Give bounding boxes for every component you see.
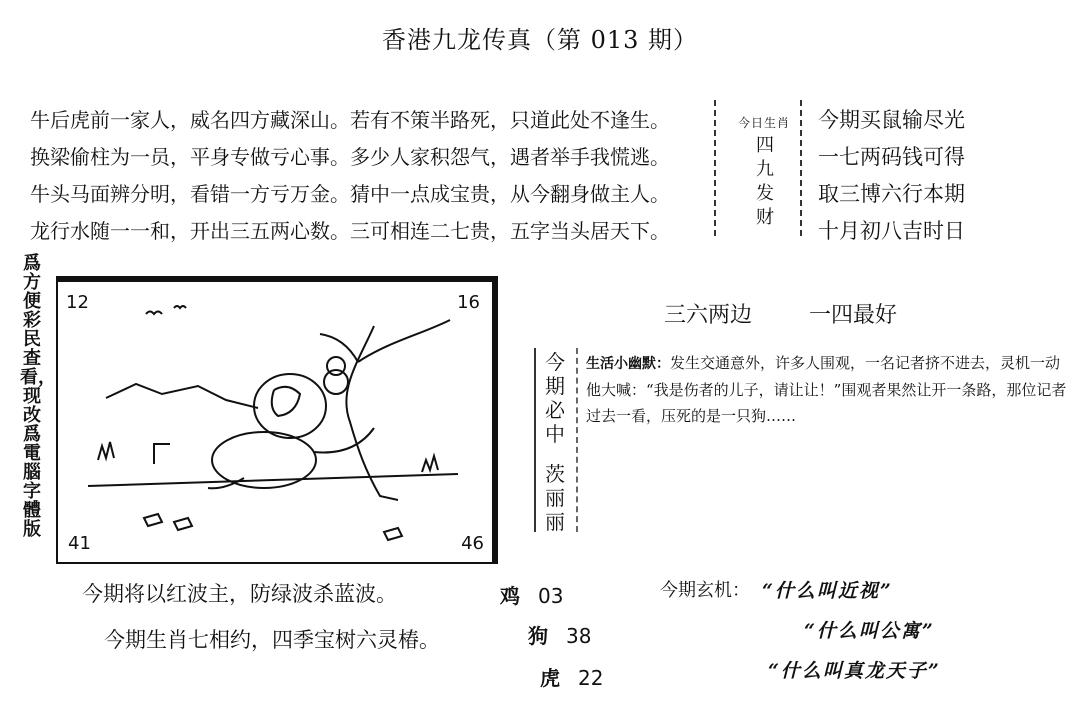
corner-number-bottom-right: 46 bbox=[461, 533, 484, 554]
must-hit-label: 今期必中 bbox=[545, 350, 565, 446]
corner-number-top-right: 16 bbox=[457, 292, 480, 313]
poem-line: 牛头马面辨分明，看错一方亏万金。猜中一点成宝贵，从今翻身做主人。 bbox=[30, 182, 670, 206]
grass-tuft bbox=[422, 456, 438, 472]
zodiac-box-chars bbox=[750, 134, 780, 230]
number-animal: 虎 bbox=[540, 666, 560, 690]
wave-hint: 今期将以红波主，防绿波杀蓝波。 bbox=[82, 582, 397, 606]
joke-block bbox=[586, 350, 1072, 429]
lion-face bbox=[272, 387, 300, 416]
rhyme-block bbox=[818, 102, 965, 250]
bird-icon bbox=[146, 312, 162, 315]
poem-line: 牛后虎前一家人，威名四方藏深山。若有不策半路死，只道此处不逢生。 bbox=[30, 108, 670, 132]
number-value: 03 bbox=[538, 584, 564, 608]
paper-scrap bbox=[174, 518, 192, 530]
page-title: 香港九龙传真（第 013 期） bbox=[381, 26, 699, 54]
paper-scrap bbox=[144, 514, 162, 526]
mystery-line: “什么叫近视” bbox=[762, 580, 893, 602]
cartoon-frame bbox=[56, 276, 498, 564]
paper-scrap bbox=[384, 528, 402, 540]
number-row bbox=[500, 580, 563, 609]
number-row bbox=[528, 620, 591, 649]
must-hit-pick: 茨丽丽 bbox=[545, 462, 565, 534]
tree-trunk bbox=[346, 326, 398, 500]
poem-line: 换梁偷柱为一员，平身专做亏心事。多少人家积怨气，遇者举手我慌逃。 bbox=[30, 145, 670, 169]
rhyme-line: 一七两码钱可得 bbox=[818, 145, 965, 169]
number-row bbox=[540, 662, 603, 691]
zodiac-char: 九 bbox=[756, 159, 774, 180]
zodiac-hint: 今期生肖七相约，四季宝树六灵椿。 bbox=[104, 628, 440, 652]
joke-text: 发生交通意外，许多人围观，一名记者挤不进去，灵机一动他大喊：“我是伤者的儿子，请让让！”围观者果然让开一条路，那位记者过去一看，压死的是一只狗…… bbox=[586, 354, 1067, 425]
mystery-label: 今期玄机： bbox=[660, 580, 750, 601]
lion-mane bbox=[254, 374, 326, 438]
number-value: 38 bbox=[566, 624, 592, 648]
gourd bbox=[324, 370, 348, 394]
number-animal: 鸡 bbox=[500, 584, 520, 608]
mystery-line: “什么叫真龙天子” bbox=[768, 660, 941, 682]
signpost bbox=[154, 444, 170, 464]
ground-line bbox=[88, 474, 458, 486]
rhyme-line: 取三博六行本期 bbox=[818, 182, 965, 206]
tree-branch bbox=[358, 320, 450, 362]
number-value: 22 bbox=[578, 666, 604, 690]
grass-tuft bbox=[98, 442, 114, 460]
zodiac-box-label: 今日生肖 bbox=[737, 116, 790, 130]
zodiac-char: 财 bbox=[756, 207, 774, 228]
zodiac-char: 发 bbox=[756, 183, 774, 204]
lion-cartoon-illustration bbox=[58, 282, 492, 562]
lion-tail bbox=[314, 428, 374, 453]
poem-block bbox=[30, 102, 670, 250]
rhyme-line: 今期买鼠输尽光 bbox=[818, 108, 965, 132]
mountain-outline bbox=[106, 384, 258, 408]
corner-number-bottom-left: 41 bbox=[68, 533, 91, 554]
mystery-line: “什么叫公寓” bbox=[804, 620, 935, 642]
tagline: 三六两边 一四最好 bbox=[664, 303, 897, 328]
number-animal: 狗 bbox=[528, 624, 548, 648]
rhyme-line: 十月初八吉时日 bbox=[818, 219, 965, 243]
zodiac-char: 四 bbox=[756, 135, 774, 156]
side-note: 爲方便彩民查看，现改爲電腦字體版 bbox=[20, 253, 56, 540]
joke-title: 生活小幽默： bbox=[586, 356, 670, 372]
corner-number-top-left: 12 bbox=[66, 292, 89, 313]
bird-icon bbox=[174, 306, 186, 308]
poem-line: 龙行水随一一和，开出三五两心数。三可相连二七贵，五字当头居天下。 bbox=[30, 219, 670, 243]
